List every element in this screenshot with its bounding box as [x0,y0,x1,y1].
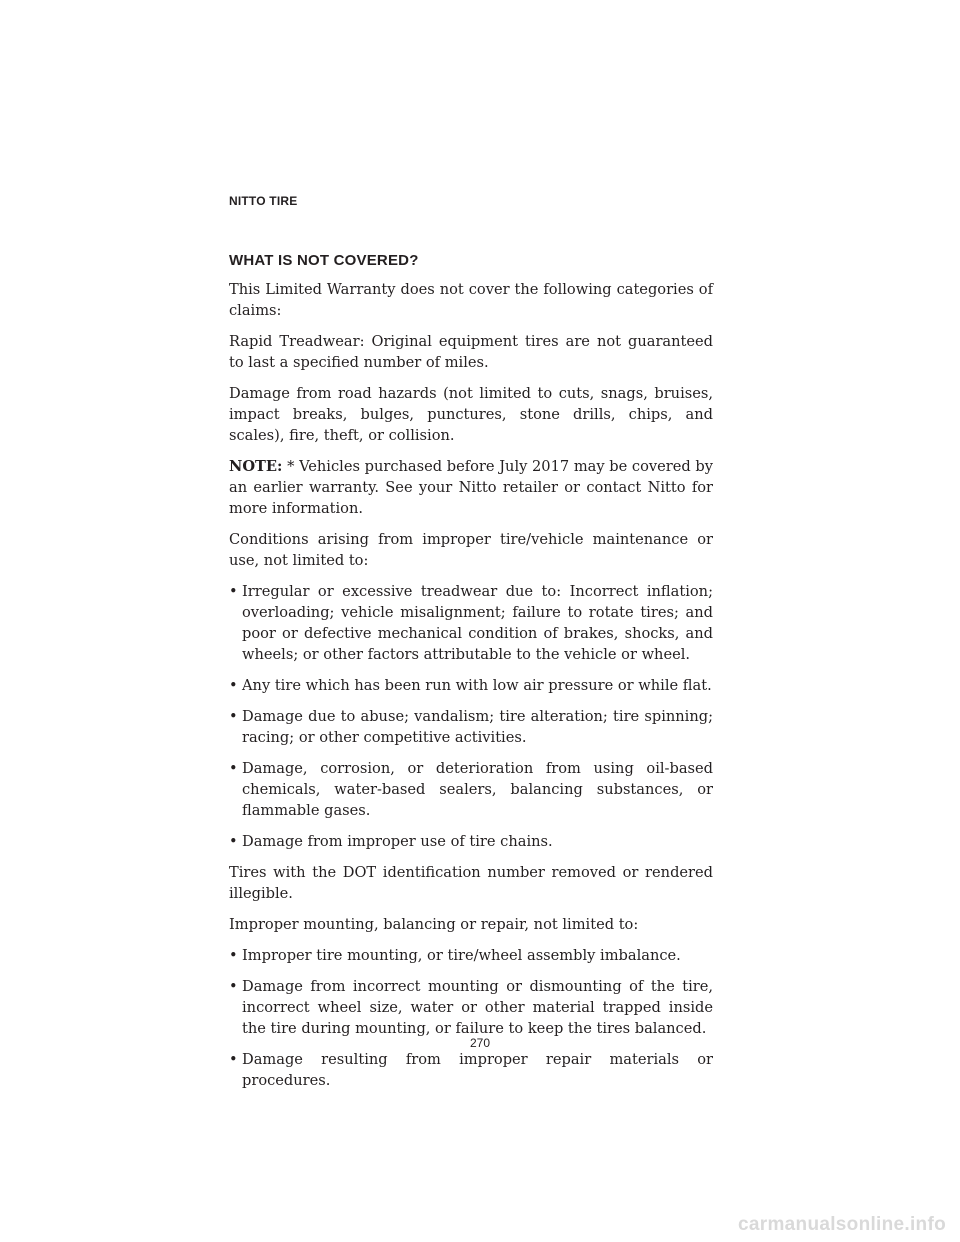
road-hazards-paragraph: Damage from road hazards (not limited to cuts, snags, bruises, impact breaks, bulges, punctures, stone drills, chips, and scales), fire, theft, or collision. [229,385,713,444]
note-text: * Vehicles purchased before July 2017 may be covered by an earlier warranty. See your Nitto retailer or contact Nitto for more information. [229,458,713,517]
page-number: 270 [469,1036,491,1050]
list-item [229,976,713,1039]
note-paragraph [229,456,713,519]
list-item-text: Damage due to abuse; vandalism; tire alteration; tire spinning; racing; or other competitive activities. [242,708,713,746]
bullet-icon: • [229,677,238,694]
dot-removed-paragraph: Tires with the DOT identification number removed or rendered illegible. [229,864,713,902]
mounting-intro-paragraph: Improper mounting, balancing or repair, not limited to: [229,916,639,933]
list-item-text: Irregular or excessive treadwear due to: Incorrect inflation; overloading; vehicle misalignment; failure to rotate tires; and poor or defective mechanical condition of brakes, shocks, and wheels; or other factors attributable to the vehicle or wheel. [242,583,713,663]
page-content [229,252,713,1101]
section-heading: WHAT IS NOT COVERED? [229,252,419,269]
bullet-icon: • [229,978,238,995]
conditions-intro-paragraph: Conditions arising from improper tire/vehicle maintenance or use, not limited to: [229,531,713,569]
list-item [229,758,713,821]
list-item-text: Damage resulting from improper repair materials or procedures. [242,1051,713,1089]
list-item [229,581,713,665]
list-item [229,945,713,966]
list-item [229,831,713,852]
rapid-treadwear-paragraph: Rapid Treadwear: Original equipment tires are not guaranteed to last a specified number of miles. [229,333,713,371]
running-head-title: NITTO TIRE [229,194,298,208]
list-item-text: Any tire which has been run with low air pressure or while flat. [242,677,712,694]
list-item [229,1049,713,1091]
intro-paragraph: This Limited Warranty does not cover the following categories of claims: [229,281,713,319]
bullet-icon: • [229,583,238,600]
list-item-text: Damage from incorrect mounting or dismounting of the tire, incorrect wheel size, water or other material trapped inside the tire during mounting, or failure to keep the tires balanced. [242,978,713,1037]
list-item-text: Damage from improper use of tire chains. [242,833,553,850]
bullet-icon: • [229,833,238,850]
list-item [229,675,713,696]
list-item [229,706,713,748]
site-watermark: carmanualsonline.info [738,1214,946,1235]
bullet-icon: • [229,760,238,777]
list-item-text: Improper tire mounting, or tire/wheel assembly imbalance. [242,947,681,964]
note-label: NOTE: [229,458,283,475]
bullet-icon: • [229,947,238,964]
bullet-icon: • [229,1051,238,1068]
bullet-icon: • [229,708,238,725]
list-item-text: Damage, corrosion, or deterioration from using oil-based chemicals, water-based sealers, balancing substances, or flammable gases. [242,760,713,819]
